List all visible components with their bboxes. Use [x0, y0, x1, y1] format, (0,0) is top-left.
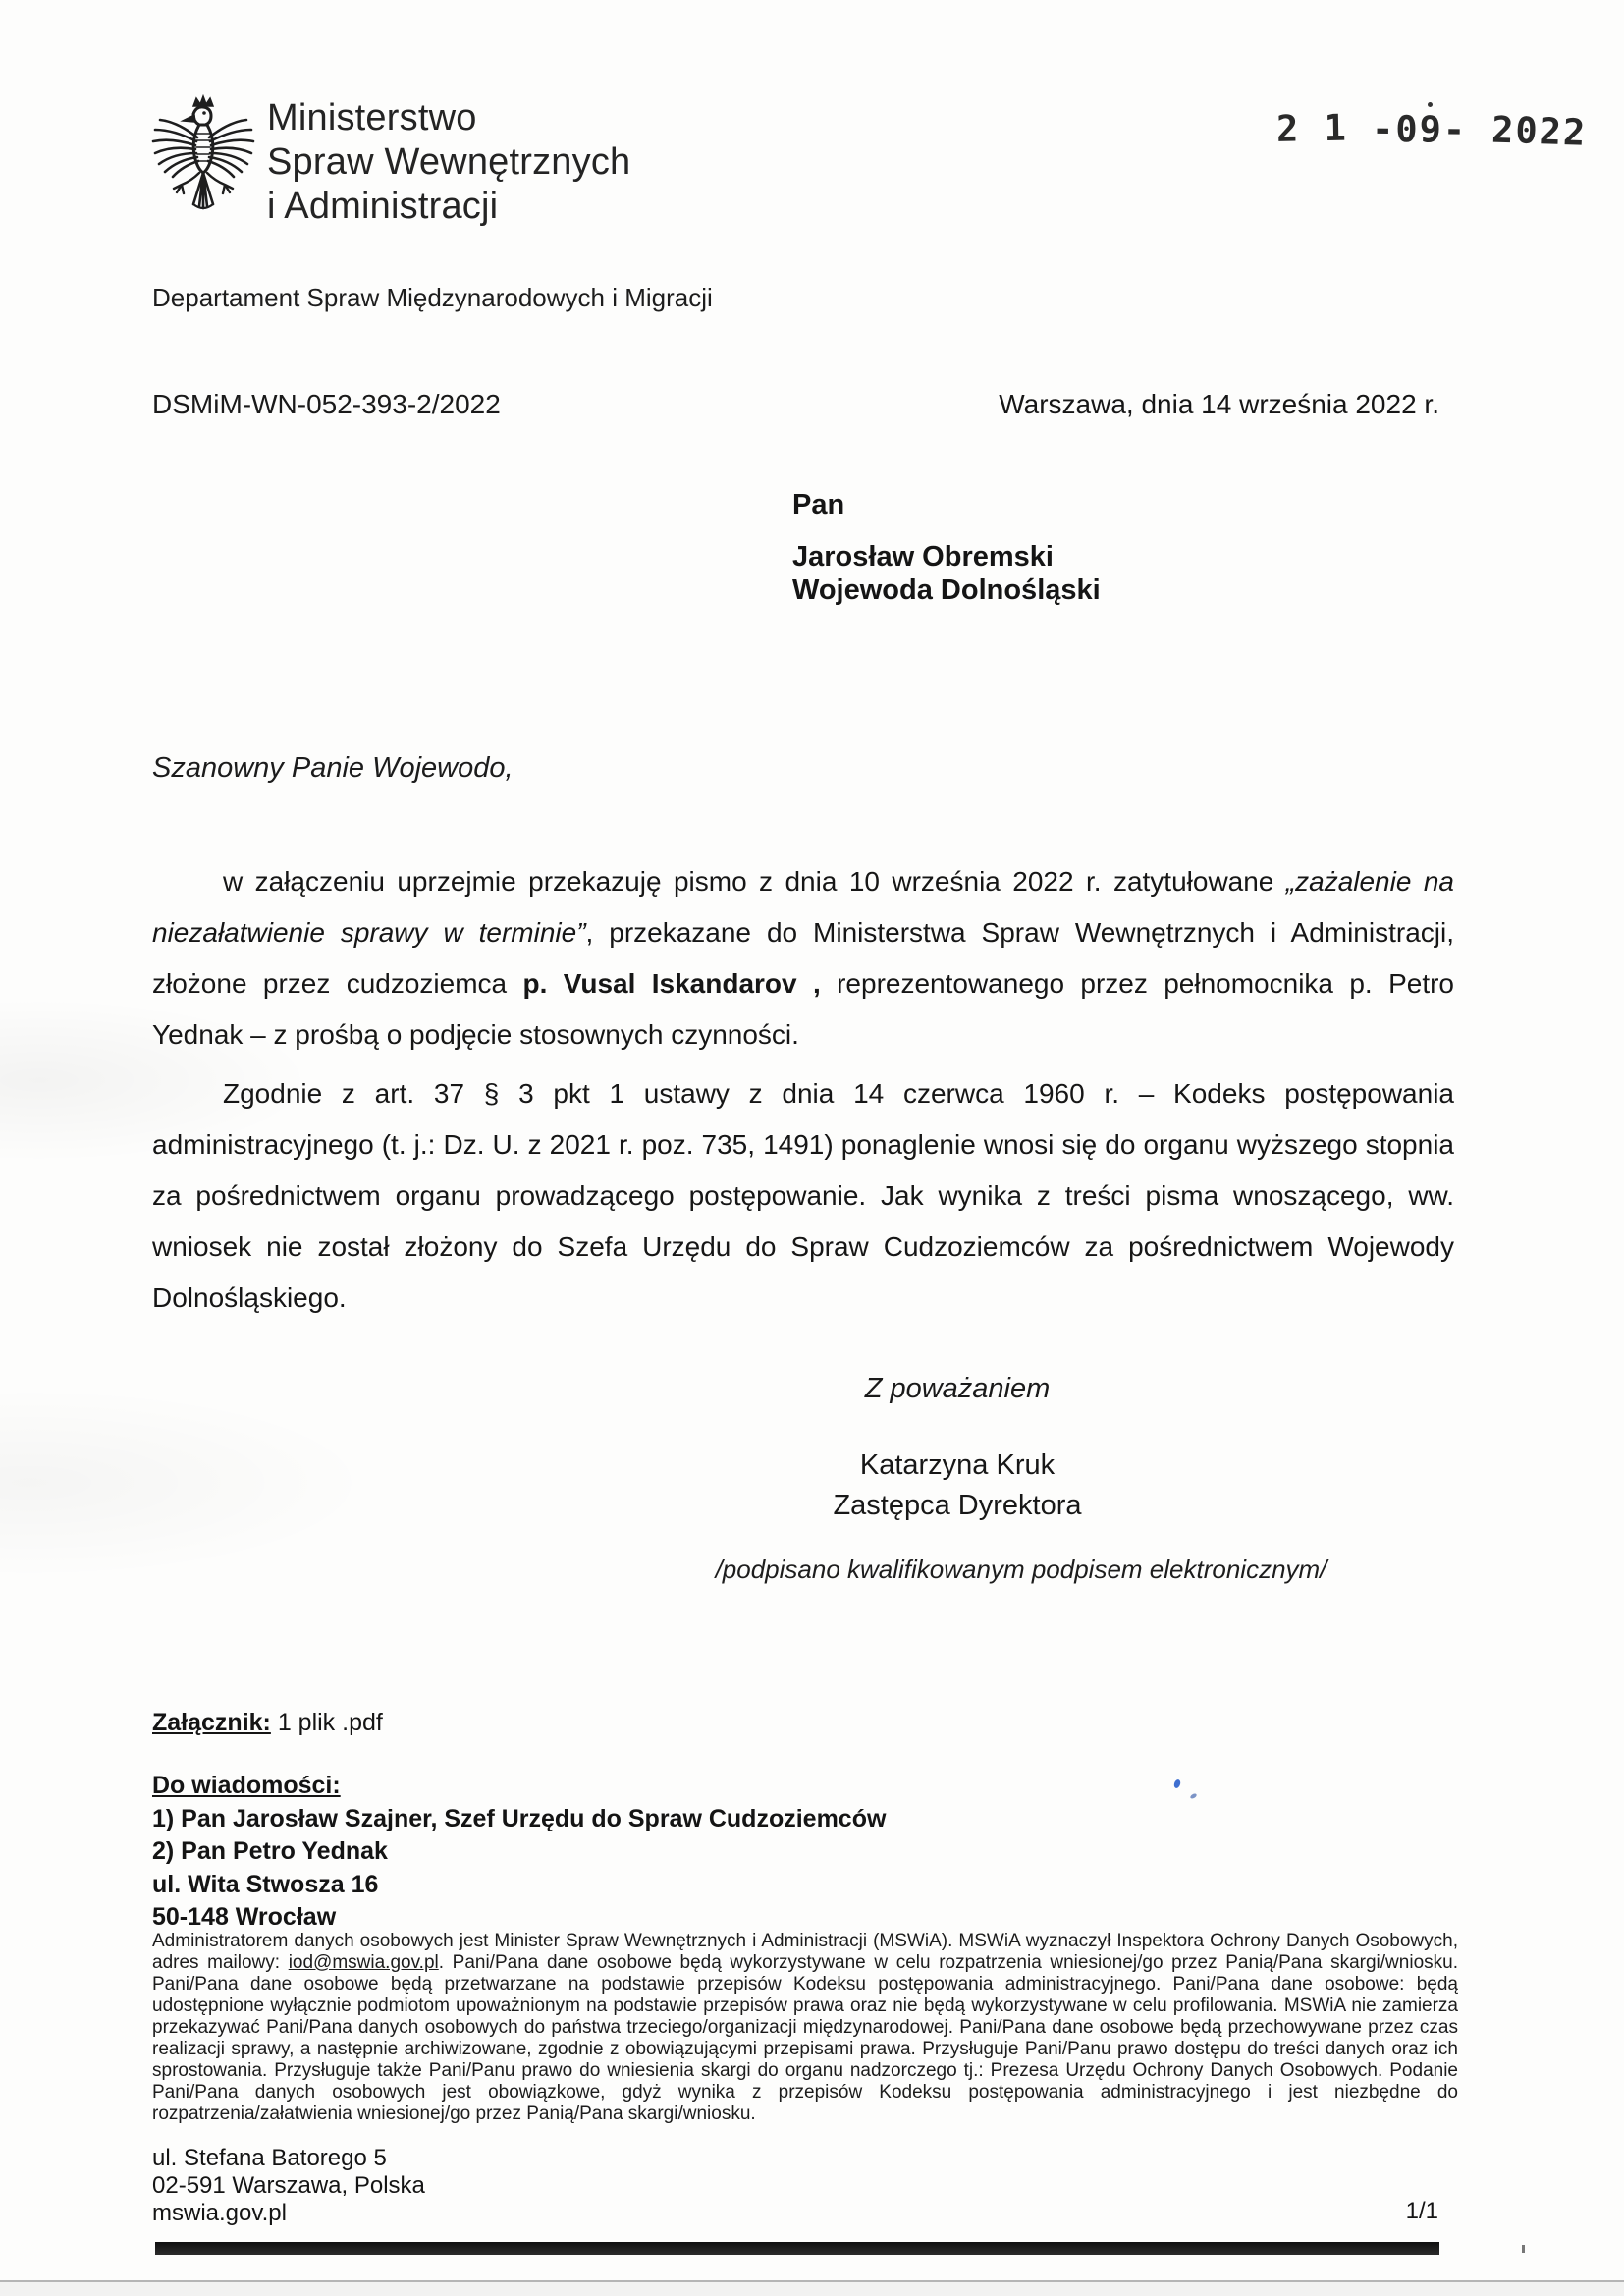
cc-label: Do wiadomości: — [152, 1772, 341, 1799]
electronic-signature-note: /podpisano kwalifikowanym podpisem elektronicznym/ — [715, 1555, 1327, 1584]
text-run: Zgodnie z art. 37 § 3 pkt 1 ustawy z dnia 14 czerwca 1960 r. – Kodeks postępowania administracyjnego (t. j.: Dz. U. z 2021 r. poz. 735, 1491) ponaglenie wnosi się do organu wyższego stopnia za pośrednictwem organu prowadzącego postępowanie. Jak wynika z treści pisma wnoszącego, ww. wniosek nie został złożony do Szefa Urzędu do Spraw Cudzoziemców za pośrednictwem Wojewody Dolnośląskiego. — [152, 1078, 1454, 1313]
ministry-name-line: i Administracji — [267, 186, 499, 227]
list-line: ul. Stefana Batorego 5 — [152, 2145, 387, 2171]
ministry-name-line: Spraw Wewnętrznych — [267, 141, 631, 183]
reference-number: DSMiM-WN-052-393-2/2022 — [152, 389, 501, 419]
recipient-block — [792, 488, 1101, 607]
stamp-month: -09- — [1371, 107, 1468, 151]
signer-name: Katarzyna Kruk — [859, 1449, 1056, 1481]
ministry-name — [267, 96, 630, 229]
attachment-value: 1 plik .pdf — [270, 1709, 383, 1736]
scan-black-bar — [155, 2242, 1439, 2255]
letter-body — [152, 856, 1454, 1332]
recipient-honorific: Pan — [792, 489, 845, 520]
stamp-day: 2 1 — [1275, 106, 1349, 150]
text-run: w załączeniu uprzejmie przekazuję pismo z dnia 10 września 2022 r. zatytułowane — [223, 866, 1286, 897]
stamp-year: 2022 — [1489, 108, 1588, 154]
text-run: . Pani/Pana dane osobowe będą wykorzystywane w celu rozpatrzenia wniesionej/go przez Panią/Pana skargi/wniosku. Pani/Pana dane osobowe będą przetwarzane na podstawie przepisów Kodeksu postępowania administracyjnego. Pani/Pana dane osobowe: będą udostępnione wyłącznie podmiotom upoważnionym na podstawie przepisów prawa oraz nie będą wykorzystywane w celu profilowania. MSWiA nie zamierza przekazywać Pani/Pana danych osobowych do państwa trzeciego/organizacji międzynarodowej. Pani/Pana dane osobowe będą przechowywane przez czas realizacji sprawy, a następnie archiwizowane, zgodnie z obowiązującymi przepisami prawa. Przysługuje Pani/Panu prawo dostępu do treści danych oraz ich sprostowania. Przysługuje także Pani/Panu prawo do wniesienia skargi do organu nadzorczego tj.: Prezesa Urzędu Ochrony Danych Osobowych. Podanie Pani/Pana danych osobowych jest obowiązkowe, gdyż wynika z przepisów Kodeksu postępowania administracyjnego i jest niezbędne do rozpatrzenia/załatwienia wniesionej/go przez Panią/Pana skargi/wniosku. — [152, 1952, 1458, 2124]
greeting: Szanowny Panie Wojewodo, — [152, 752, 514, 784]
text-run: reprezentowanego przez pełnomocnika p. Petro Yednak – z prośbą o podjęcie stosownych czynności. — [152, 968, 1454, 1050]
privacy-notice — [152, 1931, 1458, 2125]
list-line: 50-148 Wrocław — [152, 1903, 337, 1931]
cc-block — [152, 1770, 886, 1935]
text-run: Administratorem danych osobowych jest Minister Spraw Wewnętrznych i Administracji (MSWiA). MSWiA wyznaczył Inspektora Ochrony Danych Osobowych, adres mailowy: — [152, 1931, 1458, 1973]
footer-address — [152, 2145, 425, 2227]
list-line: 2) Pan Petro Yednak — [152, 1837, 388, 1865]
department-name: Departament Spraw Międzynarodowych i Migracji — [152, 283, 713, 312]
scan-speck — [1428, 102, 1433, 107]
place-and-date: Warszawa, dnia 14 września 2022 r. — [999, 389, 1439, 419]
attachment-line — [152, 1709, 383, 1737]
page-number: 1/1 — [1405, 2198, 1438, 2224]
signer-title: Zastępca Dyrektora — [833, 1490, 1082, 1521]
coat-of-arms-eagle-icon — [150, 94, 256, 216]
pen-ink-mark — [1189, 1793, 1197, 1800]
scan-background — [0, 2282, 1624, 2296]
scan-speck — [1522, 2245, 1525, 2253]
text-run: , przekazane do Ministerstwa Spraw Wewnętrznych i Administracji, złożone przez cudzoziemca — [152, 917, 1455, 999]
text-run: p. Vusal Iskandarov , — [522, 968, 821, 999]
cc-lines — [152, 1803, 886, 1935]
text-run: „zażalenie na niezałatwienie sprawy w terminie” — [152, 866, 1454, 948]
signature-block — [746, 1446, 1168, 1526]
ministry-name-line: Ministerstwo — [267, 97, 477, 138]
body-paragraph-1 — [152, 856, 1454, 1061]
recipient-name: Jarosław Obremski — [792, 541, 1054, 573]
pen-ink-mark — [1173, 1778, 1182, 1789]
closing-phrase: Z poważaniem — [864, 1373, 1051, 1404]
list-line: 1) Pan Jarosław Szajner, Szef Urzędu do Spraw Cudzoziemców — [152, 1804, 887, 1832]
list-line: ul. Wita Stwosza 16 — [152, 1870, 379, 1898]
list-line: mswia.gov.pl — [152, 2200, 287, 2226]
list-line: 02-591 Warszawa, Polska — [152, 2172, 425, 2199]
recipient-title: Wojewoda Dolnośląski — [792, 574, 1101, 606]
attachment-label: Załącznik: — [152, 1709, 271, 1736]
body-paragraph-2 — [152, 1068, 1454, 1324]
received-date-stamp — [1275, 104, 1588, 154]
text-run: iod@mswia.gov.pl — [288, 1952, 439, 1973]
